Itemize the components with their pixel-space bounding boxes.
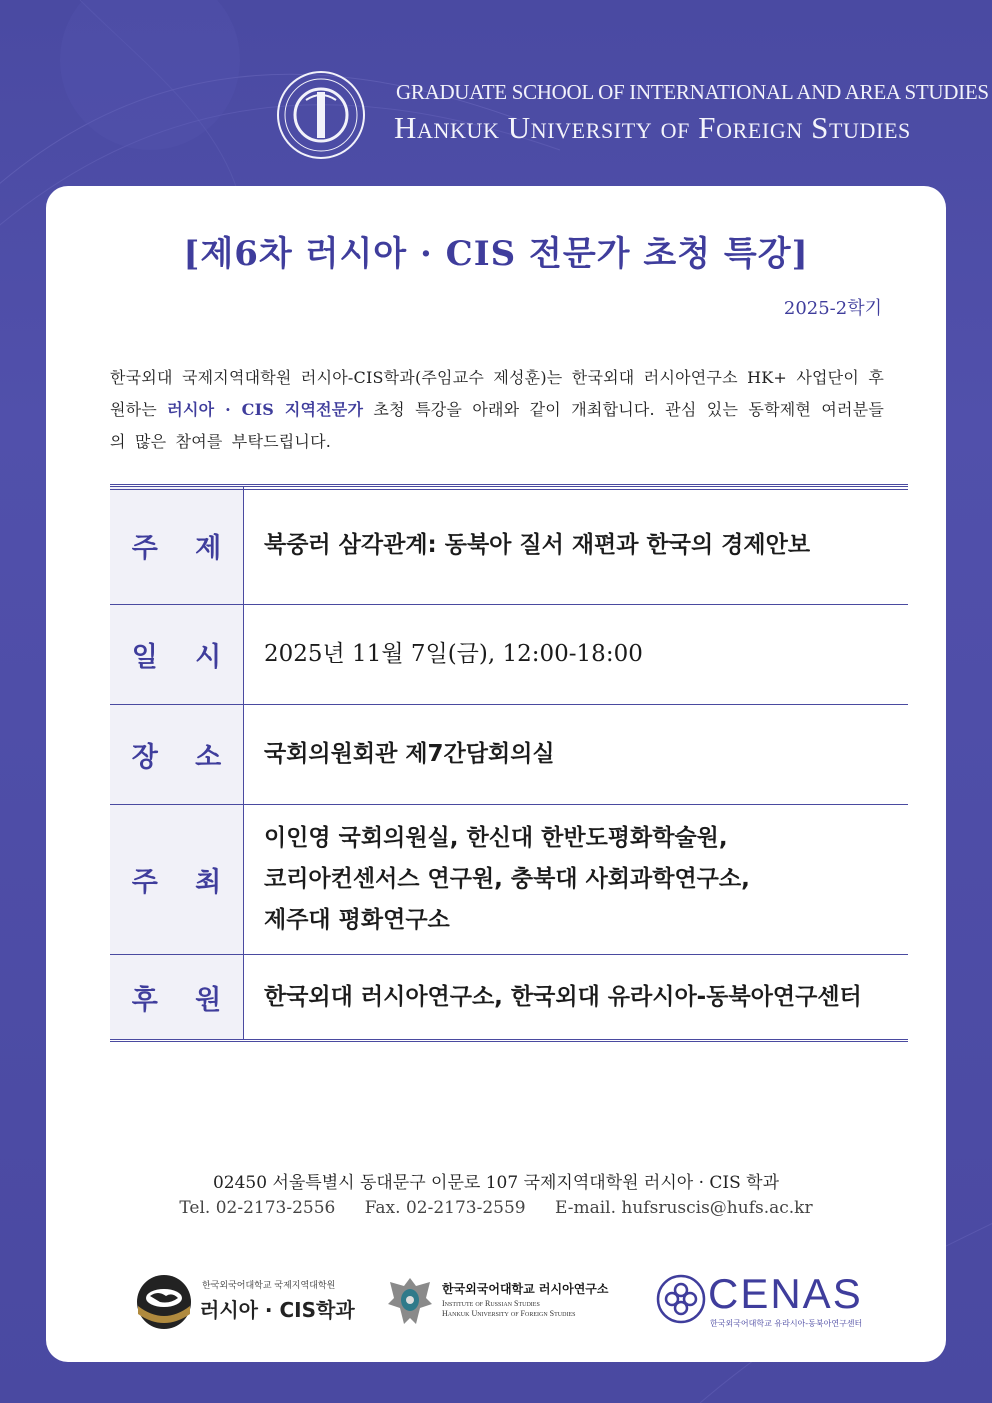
- globe-emblem-icon: [136, 1274, 192, 1330]
- intro-paragraph: [110, 362, 884, 458]
- dept-logo-name: 러시아 · CIS학과: [200, 1298, 355, 1322]
- institute-university-english: Hankuk University of Foreign Studies: [442, 1309, 576, 1318]
- host-line: 이인영 국회의원실, 한신대 한반도평화학술원,: [264, 825, 728, 851]
- sponsor-value: 한국외대 러시아연구소, 한국외대 유라시아-동북아연구센터: [264, 983, 862, 1010]
- place-value: 국회의원회관 제7간담회의실: [264, 741, 555, 767]
- topic-label: 주 제: [110, 487, 244, 604]
- intro-highlight: 러시아 · CIS 지역전문가: [167, 400, 364, 419]
- footer-fax: Fax. 02-2173-2559: [364, 1198, 526, 1218]
- institute-logo: [386, 1274, 626, 1334]
- table-row-topic: [110, 487, 908, 605]
- table-row-place: [110, 705, 908, 805]
- eagle-crest-icon: [386, 1274, 434, 1328]
- page-title: [제6차 러시아 · CIS 전문가 초청 특강]: [183, 234, 809, 274]
- table-row-host: [110, 805, 908, 955]
- table-row-sponsor: [110, 955, 908, 1039]
- header: [0, 0, 992, 190]
- school-name-english: GRADUATE SCHOOL OF INTERNATIONAL AND AREA STUDIES: [396, 80, 989, 104]
- table-row-datetime: [110, 605, 908, 705]
- host-value: [244, 805, 908, 954]
- institute-name-korean: 한국외국어대학교 러시아연구소: [442, 1282, 609, 1296]
- dept-logo: [136, 1274, 355, 1334]
- datetime-value: 2025년 11월 7일(금), 12:00-18:00: [264, 641, 643, 667]
- semester-label: 2025-2학기: [783, 298, 882, 319]
- event-info-table: [110, 484, 908, 1042]
- institute-name-english: Institute of Russian Studies: [442, 1299, 540, 1308]
- intro-text-2: 초청 특강을 아래와 같이 개최합니다. 관심 있는 동학제현 여러분들의 많은 참여를 부탁드립니다.: [110, 400, 884, 451]
- cenas-name: CENAS: [708, 1270, 863, 1317]
- datetime-label: 일 시: [110, 605, 244, 704]
- knot-emblem-icon: [656, 1274, 706, 1324]
- cenas-subtitle: 한국외국어대학교 유라시아-동북아연구센터: [710, 1319, 863, 1328]
- university-seal-icon: [276, 70, 366, 160]
- sponsor-label: 후 원: [110, 955, 244, 1039]
- dept-logo-small-text: 한국외국어대학교 국제지역대학원: [202, 1281, 336, 1291]
- intro-text-1: 한국외대 국제지역대학원 러시아-CIS학과(주임교수 제성훈)는 한국외대 러시아연구소 HK+ 사업단이 후원하는: [110, 368, 884, 419]
- place-label: 장 소: [110, 705, 244, 804]
- host-line: 제주대 평화연구소: [264, 907, 450, 933]
- host-line: 코리아컨센서스 연구원, 충북대 사회과학연구소,: [264, 866, 750, 892]
- footer-address: 02450 서울특별시 동대문구 이문로 107 국제지역대학원 러시아 · CIS 학과: [212, 1173, 780, 1193]
- footer-contact: [46, 1198, 946, 1218]
- notice-card: [46, 186, 946, 1362]
- topic-value: 북중러 삼각관계: 동북아 질서 재편과 한국의 경제안보: [264, 532, 811, 558]
- host-label: 주 최: [110, 805, 244, 954]
- footer-tel: Tel. 02-2173-2556: [179, 1198, 336, 1218]
- sponsor-logos: [46, 1266, 946, 1346]
- footer-email[interactable]: E-mail. hufsruscis@hufs.ac.kr: [555, 1198, 813, 1218]
- university-name-english: Hankuk University of Foreign Studies: [394, 110, 911, 145]
- cenas-logo: [656, 1270, 876, 1334]
